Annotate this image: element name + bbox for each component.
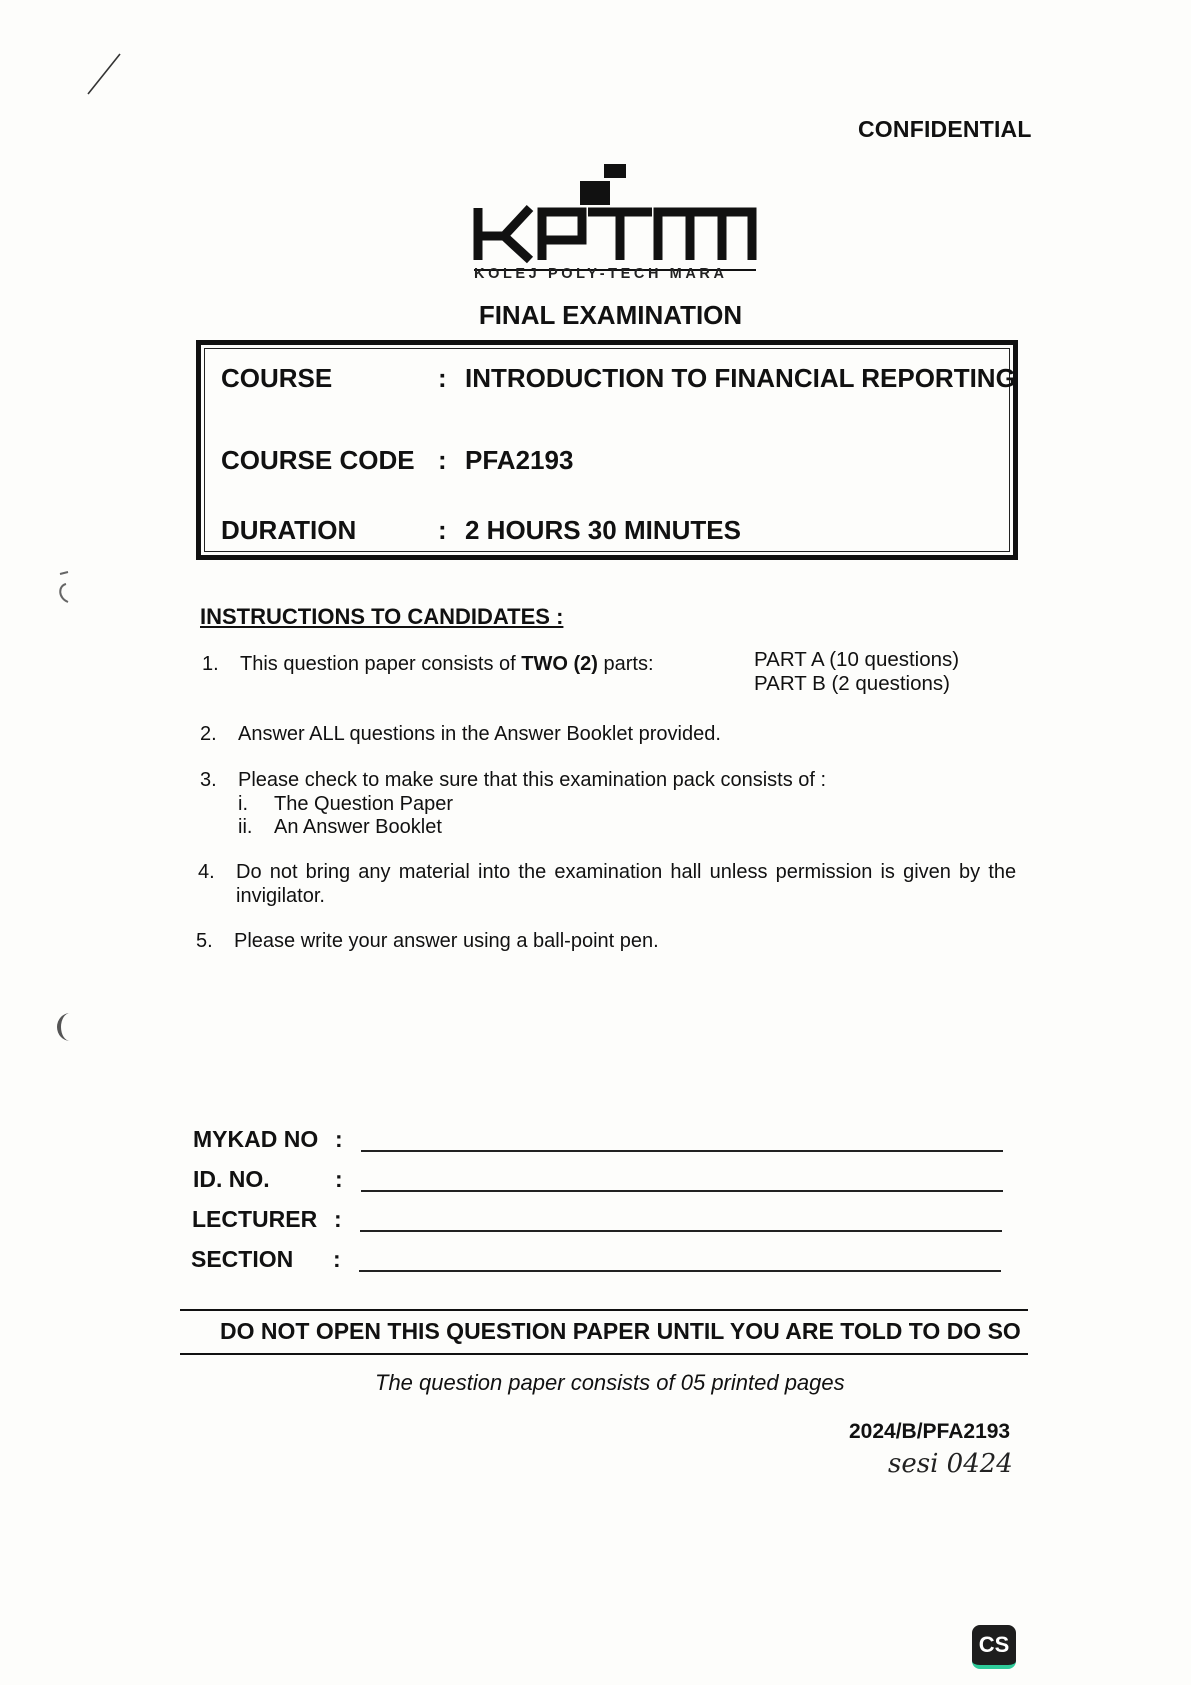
pen-stroke-mark [80, 50, 130, 100]
sub-item-text: An Answer Booklet [274, 816, 442, 838]
instruction-item-3 [200, 768, 1000, 840]
instruction-text-part: This question paper consists of [240, 653, 522, 675]
sub-item-number: i. [238, 793, 248, 815]
mykad-input-line[interactable] [361, 1150, 1003, 1152]
duration-label: DURATION [221, 515, 357, 545]
instruction-text: Please check to make sure that this examination pack consists of : [238, 769, 827, 791]
course-code-colon: : [438, 445, 447, 475]
id-no-field [193, 1166, 1013, 1196]
punch-hole-mark [52, 1010, 82, 1044]
lecturer-field [192, 1206, 1012, 1236]
part-a: PART A (10 questions) [754, 648, 960, 671]
paper-code: 2024/B/PFA2193 [849, 1420, 1011, 1443]
camscanner-badge-icon: CS [972, 1625, 1016, 1669]
instruction-item-1 [202, 652, 742, 678]
lecturer-input-line[interactable] [360, 1230, 1002, 1232]
field-colon: : [335, 1126, 343, 1152]
instruction-number: 3. [200, 769, 217, 791]
duration-value: 2 HOURS 30 MINUTES [465, 515, 741, 545]
sub-item-text: The Question Paper [274, 793, 453, 815]
instruction-text: Do not bring any material into the examination hall unless permission is given by the [236, 861, 1017, 883]
instruction-text: Answer ALL questions in the Answer Booklet provided. [238, 723, 721, 745]
instruction-number: 4. [198, 861, 215, 883]
section-field [191, 1246, 1011, 1276]
part-list [754, 648, 959, 696]
field-label: SECTION [191, 1246, 294, 1272]
course-value: INTRODUCTION TO FINANCIAL REPORTING [465, 363, 1016, 393]
course-code-label: COURSE CODE [221, 445, 415, 475]
duration-colon: : [438, 515, 447, 545]
instruction-item-2 [200, 722, 1000, 748]
instructions-heading: INSTRUCTIONS TO CANDIDATES : [200, 604, 564, 629]
course-colon: : [438, 363, 447, 393]
exam-title: FINAL EXAMINATION [478, 300, 743, 330]
id-no-input-line[interactable] [361, 1190, 1003, 1192]
field-colon: : [335, 1166, 343, 1192]
course-info-box [196, 340, 1018, 560]
instruction-number: 1. [202, 653, 219, 675]
course-label: COURSE [221, 363, 333, 393]
course-code-value: PFA2193 [465, 445, 574, 475]
mykad-field [193, 1126, 1013, 1156]
part-b: PART B (2 questions) [754, 672, 950, 695]
instruction-item-4 [198, 860, 1018, 910]
instruction-text: Please write your answer using a ball-point pen. [234, 930, 659, 952]
section-input-line[interactable] [359, 1270, 1001, 1272]
field-label: ID. NO. [193, 1166, 270, 1192]
instruction-text-bold: TWO (2) [521, 653, 598, 675]
instruction-number: 2. [200, 723, 217, 745]
warning-text: DO NOT OPEN THIS QUESTION PAPER UNTIL YOU ARE TOLD TO DO SO [220, 1318, 1021, 1344]
field-label: MYKAD NO [193, 1126, 319, 1152]
field-label: LECTURER [192, 1206, 318, 1232]
instruction-number: 5. [196, 930, 213, 952]
instruction-text [240, 652, 654, 676]
instruction-item-5 [196, 929, 996, 955]
field-colon: : [334, 1206, 342, 1232]
logo-subtitle: KOLEJ POLY-TECH MARA [474, 266, 728, 282]
staple-mark [54, 568, 74, 608]
sub-item-number: ii. [238, 816, 253, 838]
handwritten-note: sesi 0424 [888, 1449, 1013, 1479]
instruction-text-part: parts: [597, 653, 654, 675]
warning-rule-bottom [180, 1353, 1028, 1355]
instruction-text-line2: invigilator. [236, 885, 325, 907]
warning-rule-top [180, 1309, 1028, 1311]
printed-pages-note: The question paper consists of 05 printed pages [375, 1370, 845, 1395]
field-colon: : [333, 1246, 341, 1272]
confidential-label: CONFIDENTIAL [858, 116, 1032, 142]
